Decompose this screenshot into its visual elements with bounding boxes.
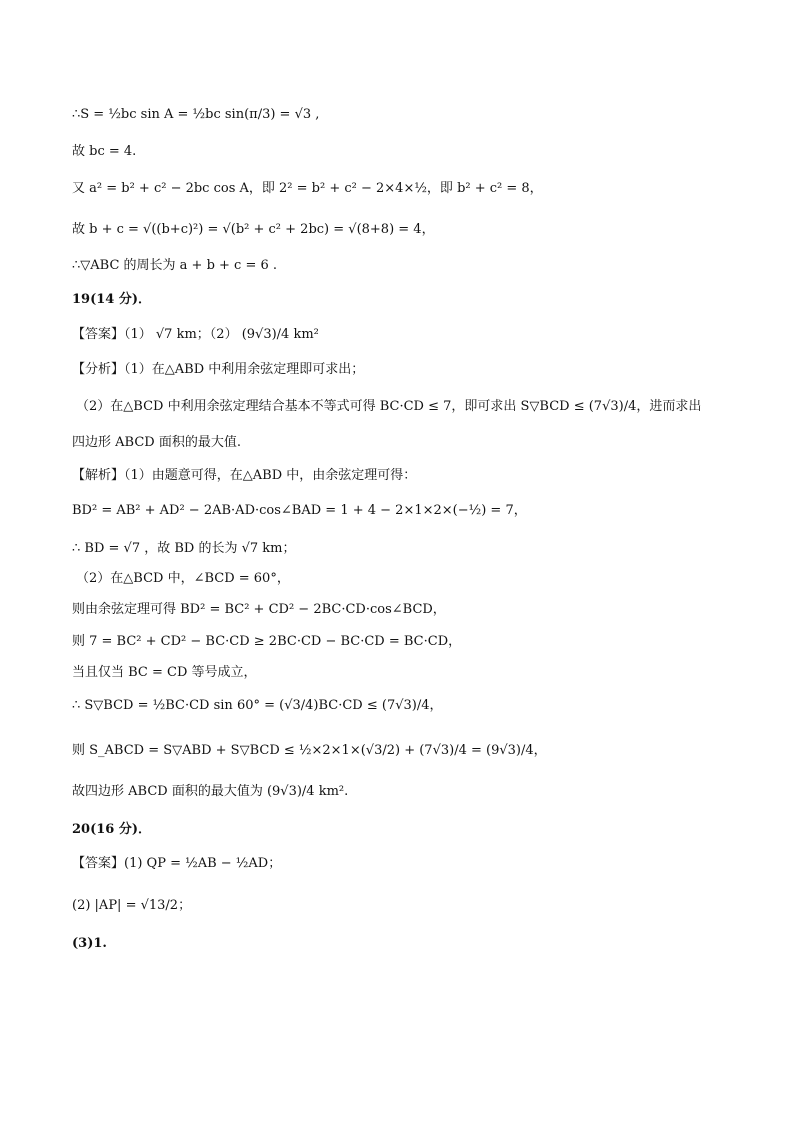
q20-answer-2: (2) |AP| = √13/2； [72,898,192,913]
q20-answer-3: (3)1. [72,936,107,951]
q19-analysis-2: （2）在△BCD 中利用余弦定理结合基本不等式可得 BC·CD ≤ 7，即可求出 S▽BCD ≤ (7√3)/4，进而求出 [76,399,702,414]
q19-solution-2: （2）在△BCD 中，∠BCD = 60°， [76,571,290,586]
q19-bd-squared: BD² = AB² + AD² − 2AB·AD·cos∠BAD = 1 + 4 − 2×1×2×(−½) = 7， [72,503,527,518]
perimeter-line: ∴▽ABC 的周长为 a + b + c = 6 . [72,258,278,273]
q19-bd-value: ∴ BD = √7 ，故 BD 的长为 √7 km； [72,541,296,556]
q19-solution-1: 【解析】（1）由题意可得，在△ABD 中，由余弦定理可得： [72,468,417,483]
q19-analysis-3: 四边形 ABCD 面积的最大值. [72,435,241,450]
q19-inequality: 则 7 = BC² + CD² − BC·CD ≥ 2BC·CD − BC·CD = BC·CD， [72,634,462,649]
q19-answer: 【答案】（1） √7 km；（2） (9√3)/4 km² [72,327,319,342]
q19-analysis-1: 【分析】（1）在△ABD 中利用余弦定理即可求出； [72,362,365,377]
q19-conclusion: 故四边形 ABCD 面积的最大值为 (9√3)/4 km². [72,784,349,799]
bc-value-line: 故 bc = 4. [72,144,137,159]
q20-answer-1: 【答案】(1) QP = ½AB − ½AD； [72,856,282,871]
area-formula-line: ∴S = ½bc sin A = ½bc sin(π/3) = √3 , [72,107,320,122]
q19-area-abcd: 则 S_ABCD = S▽ABD + S▽BCD ≤ ½×2×1×(√3/2) + (7√3)/4 = (9√3)/4， [72,743,547,758]
q19-equality-condition: 当且仅当 BC = CD 等号成立， [72,665,257,680]
question-19-heading: 19(14 分)． [72,292,152,307]
q19-cosine-bcd: 则由余弦定理可得 BD² = BC² + CD² − 2BC·CD·cos∠BCD， [72,602,446,617]
cosine-law-line: 又 a² = b² + c² − 2bc cos A，即 2² = b² + c² − 2×4×½，即 b² + c² = 8， [72,181,543,196]
b-plus-c-line: 故 b + c = √((b+c)²) = √(b² + c² + 2bc) = √(8+8) = 4， [72,222,435,237]
q19-area-bcd: ∴ S▽BCD = ½BC·CD sin 60° = (√3/4)BC·CD ≤ (7√3)/4， [72,698,443,713]
question-20-heading: 20(16 分)． [72,822,152,837]
